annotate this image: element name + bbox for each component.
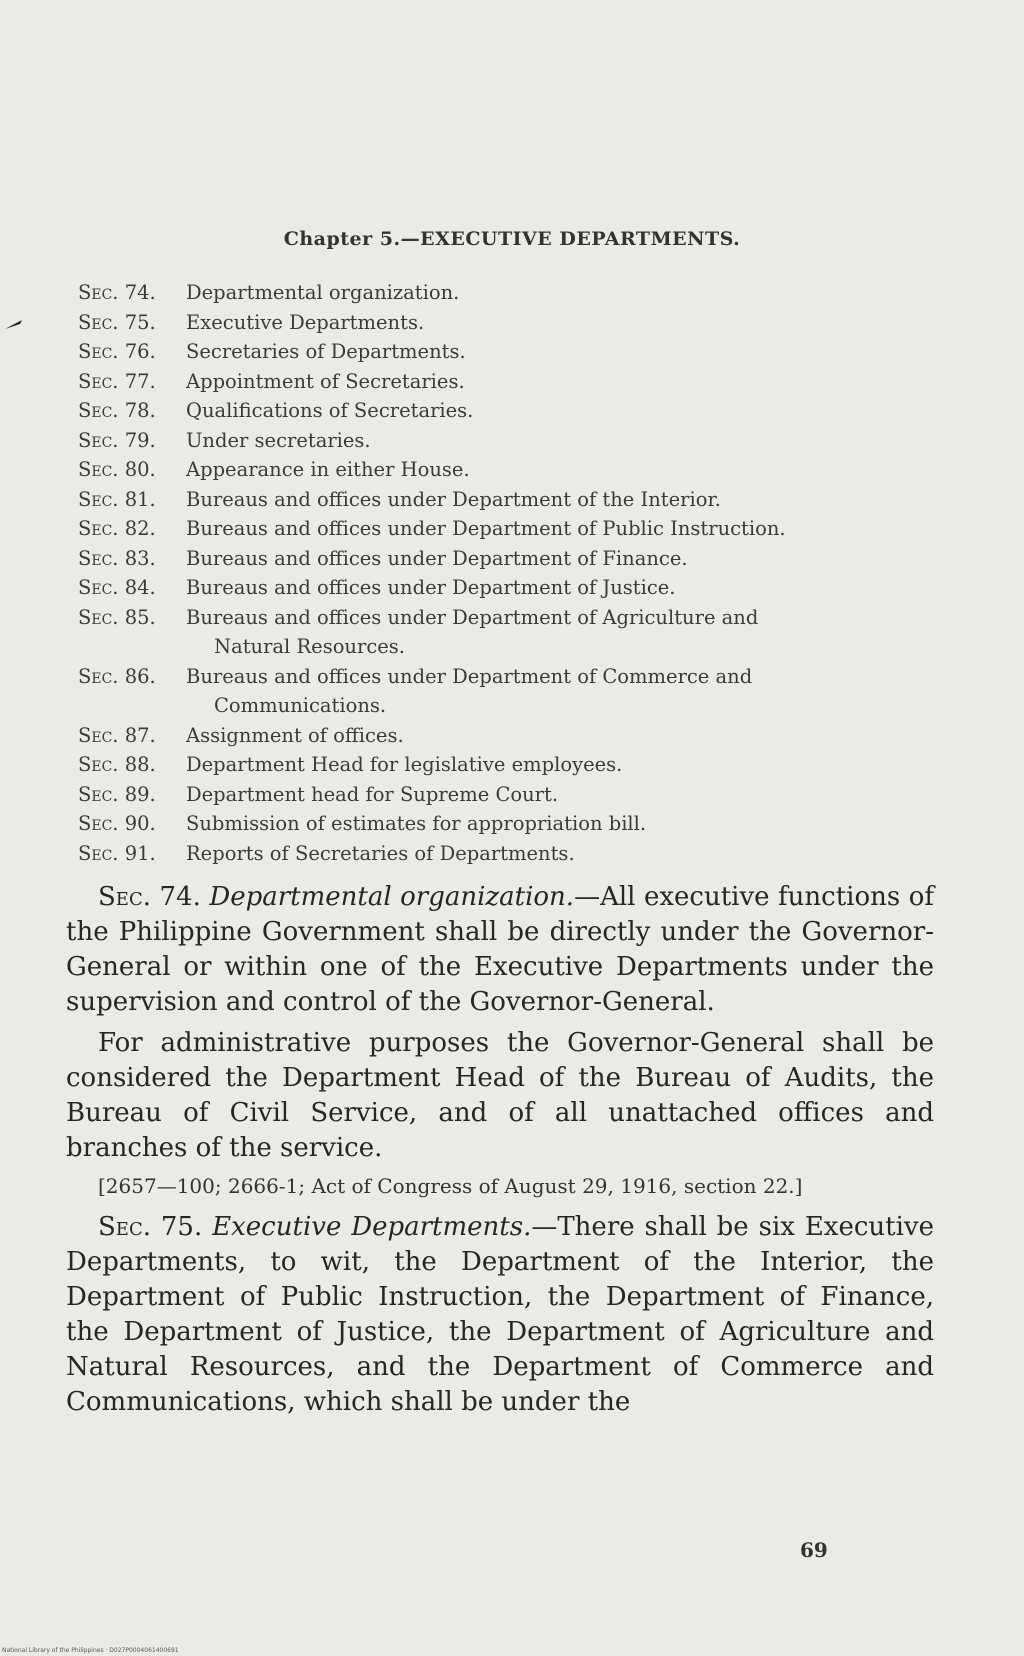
toc-item bbox=[78, 426, 948, 456]
toc-item bbox=[78, 308, 948, 338]
toc-section-title-block bbox=[186, 750, 948, 780]
toc-section-num: 75. bbox=[124, 310, 156, 334]
toc-item bbox=[78, 809, 948, 839]
toc-section-title: Bureaus and offices under Department of Commerce and bbox=[186, 664, 753, 688]
sec74-label: Sec. 74. bbox=[98, 882, 201, 912]
toc-section-num: 87. bbox=[124, 723, 156, 747]
footer-watermark: National Library of the Philippines · D027P0004061400691 bbox=[2, 1647, 179, 1654]
toc-section-label: Sec. bbox=[78, 369, 119, 393]
toc-section-number bbox=[78, 603, 186, 662]
sec75-label: Sec. 75. bbox=[98, 1212, 203, 1242]
toc-section-number bbox=[78, 780, 186, 810]
toc-section-title: Reports of Secretaries of Departments. bbox=[186, 841, 575, 865]
toc-section-label: Sec. bbox=[78, 340, 119, 363]
toc-section-num: 85. bbox=[124, 605, 156, 629]
toc-section-title-block bbox=[186, 308, 948, 338]
toc-section-number bbox=[78, 573, 186, 603]
toc-section-number bbox=[78, 455, 186, 485]
toc-section-title-block bbox=[186, 544, 948, 574]
toc-section-num: 84. bbox=[124, 576, 156, 599]
toc-section-label: Sec. bbox=[78, 576, 119, 599]
toc-section-title: Appearance in either House. bbox=[186, 458, 470, 481]
toc-section-label: Sec. bbox=[78, 458, 119, 481]
toc-section-num: 91. bbox=[124, 841, 156, 865]
toc-section-number bbox=[78, 308, 186, 338]
toc-section-number bbox=[78, 278, 186, 308]
toc-section-num: 83. bbox=[124, 546, 156, 570]
toc-section-number bbox=[78, 721, 186, 751]
toc-section-title-block bbox=[186, 662, 948, 721]
toc-item bbox=[78, 514, 948, 544]
toc-item bbox=[78, 337, 948, 367]
toc-section-title: Departmental organization. bbox=[186, 281, 460, 304]
toc-section-title: Assignment of offices. bbox=[186, 723, 404, 747]
toc-section-num: 81. bbox=[124, 487, 156, 511]
sec74-paragraph-2: For administrative purposes the Governor-General shall be considered the Department Head of the Bureau of Audits, the Bureau of Civil Service, and of all unattached offices and branches of the service. bbox=[66, 1028, 934, 1163]
toc-section-number bbox=[78, 485, 186, 515]
sec75-text: —There shall be six Executive Departments, to wit, the Department of the Interior, the Department of Public Instruction, the Department of Finance, the Department of Justice, the Department of Agriculture and Natural Resources, and the Department of Commerce and Communications, which shall be under the bbox=[66, 1212, 934, 1417]
toc-section-label: Sec. bbox=[78, 546, 119, 570]
toc-section-label: Sec. bbox=[78, 487, 119, 511]
toc-section-title-block bbox=[186, 396, 948, 426]
toc-section-title: Submission of estimates for appropriation bill. bbox=[186, 812, 647, 835]
toc-section-label: Sec. bbox=[78, 753, 119, 776]
sec74-heading: Departmental organization. bbox=[209, 882, 575, 912]
toc-section-title-block bbox=[186, 573, 948, 603]
toc-item bbox=[78, 662, 948, 721]
toc-item bbox=[78, 396, 948, 426]
toc-item bbox=[78, 750, 948, 780]
toc-section-num: 77. bbox=[124, 369, 156, 393]
toc-section-num: 82. bbox=[124, 517, 156, 540]
sec74-citation: [2657—100; 2666-1; Act of Congress of August 29, 1916, section 22.] bbox=[98, 1174, 803, 1198]
toc-section-title-block bbox=[186, 278, 948, 308]
toc-item bbox=[78, 367, 948, 397]
toc-section-num: 74. bbox=[124, 281, 156, 304]
sec75-heading: Executive Departments. bbox=[212, 1212, 532, 1242]
toc-section-label: Sec. bbox=[78, 723, 119, 747]
toc-section-label: Sec. bbox=[78, 782, 119, 806]
sec74-text: —All executive functions of the Philippine Government shall be directly under the Governor-General or within one of the Executive Departments under the supervision and control of the Governor-General. bbox=[66, 882, 934, 1017]
toc-section-title: Under secretaries. bbox=[186, 428, 371, 452]
chapter-heading: Chapter 5.—EXECUTIVE DEPARTMENTS. bbox=[283, 228, 741, 250]
toc-section-title-block bbox=[186, 367, 948, 397]
toc-section-label: Sec. bbox=[78, 605, 119, 629]
toc-section-title: Department head for Supreme Court. bbox=[186, 782, 559, 806]
toc-section-num: 78. bbox=[124, 399, 156, 422]
toc-section-title-block bbox=[186, 809, 948, 839]
toc-section-number bbox=[78, 367, 186, 397]
toc-section-num: 90. bbox=[124, 812, 156, 835]
toc-section-title-block bbox=[186, 485, 948, 515]
toc-section-title-block bbox=[186, 721, 948, 751]
toc-section-title-block bbox=[186, 839, 948, 869]
toc-section-label: Sec. bbox=[78, 428, 119, 452]
toc-section-number bbox=[78, 839, 186, 869]
toc-section-label: Sec. bbox=[78, 664, 119, 688]
toc-section-label: Sec. bbox=[78, 812, 119, 835]
toc-section-label: Sec. bbox=[78, 399, 119, 422]
toc-section-title-block bbox=[186, 514, 948, 544]
toc-section-title: Bureaus and offices under Department of Justice. bbox=[186, 576, 676, 599]
toc-section-title: Executive Departments. bbox=[186, 310, 425, 334]
toc-item bbox=[78, 455, 948, 485]
toc-item bbox=[78, 485, 948, 515]
toc-section-num: 80. bbox=[124, 458, 156, 481]
toc-section-num: 89. bbox=[124, 782, 156, 806]
toc-section-number bbox=[78, 396, 186, 426]
toc-section-number bbox=[78, 662, 186, 721]
sec75-paragraph bbox=[66, 1210, 934, 1420]
toc-section-num: 88. bbox=[124, 753, 156, 776]
toc-section-title-block bbox=[186, 603, 948, 662]
toc-section-number bbox=[78, 337, 186, 367]
toc-section-title: Qualifications of Secretaries. bbox=[186, 399, 474, 422]
toc-section-title-block bbox=[186, 455, 948, 485]
toc-section-label: Sec. bbox=[78, 517, 119, 540]
toc-section-title-block bbox=[186, 780, 948, 810]
toc-section-label: Sec. bbox=[78, 310, 119, 334]
toc-section-title: Bureaus and offices under Department of Public Instruction. bbox=[186, 517, 786, 540]
toc-section-number bbox=[78, 750, 186, 780]
toc-section-num: 86. bbox=[124, 664, 156, 688]
toc-section-title: Secretaries of Departments. bbox=[186, 340, 466, 363]
toc-item bbox=[78, 839, 948, 869]
sec74-paragraph bbox=[66, 880, 934, 1020]
toc-item bbox=[78, 544, 948, 574]
toc-item bbox=[78, 573, 948, 603]
toc-section-title: Bureaus and offices under Department of Agriculture and bbox=[186, 605, 759, 629]
toc-section-title: Bureaus and offices under Department of the Interior. bbox=[186, 487, 721, 511]
toc-section-title: Appointment of Secretaries. bbox=[186, 369, 465, 393]
toc-item bbox=[78, 780, 948, 810]
toc-section-title: Bureaus and offices under Department of Finance. bbox=[186, 546, 688, 570]
toc-item bbox=[78, 603, 948, 662]
toc-section-number bbox=[78, 514, 186, 544]
toc-section-title-continued: Communications. bbox=[214, 694, 387, 717]
pen-mark bbox=[4, 318, 24, 330]
toc-section-num: 76. bbox=[124, 340, 156, 363]
toc-section-title-continued: Natural Resources. bbox=[214, 635, 405, 658]
page-number: 69 bbox=[800, 1538, 828, 1562]
toc-section-title-block bbox=[186, 337, 948, 367]
body-text bbox=[66, 880, 934, 1426]
toc-section-title-block bbox=[186, 426, 948, 456]
toc-section-number bbox=[78, 426, 186, 456]
toc-item bbox=[78, 278, 948, 308]
toc-section-number bbox=[78, 544, 186, 574]
toc-section-number bbox=[78, 809, 186, 839]
toc-item bbox=[78, 721, 948, 751]
section-list bbox=[78, 278, 948, 868]
toc-section-label: Sec. bbox=[78, 841, 119, 865]
toc-section-label: Sec. bbox=[78, 281, 119, 304]
toc-section-title: Department Head for legislative employees. bbox=[186, 753, 623, 776]
toc-section-num: 79. bbox=[124, 428, 156, 452]
